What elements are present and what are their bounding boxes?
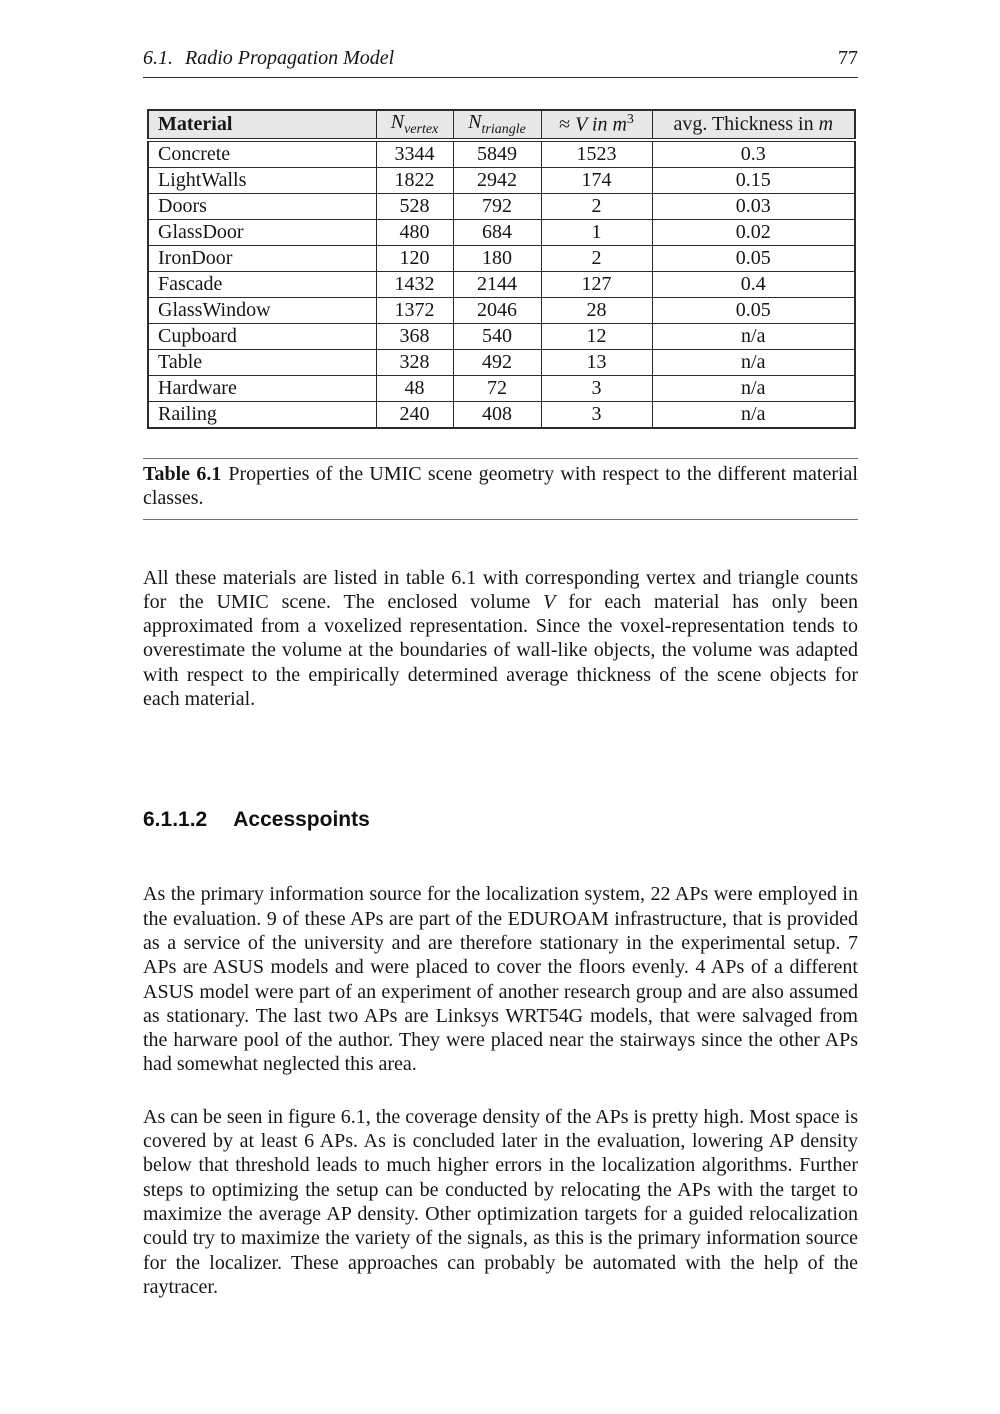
table-row xyxy=(148,168,855,194)
running-head-chapter-title: Radio Propagation Model xyxy=(185,47,395,69)
volume-cell: 13 xyxy=(541,350,652,376)
table-row xyxy=(148,272,855,298)
table-row xyxy=(148,324,855,350)
volume-cell: 3 xyxy=(541,402,652,429)
nvertex-cell: 480 xyxy=(376,220,453,246)
table-row xyxy=(148,220,855,246)
table-row xyxy=(148,246,855,272)
subsection-heading xyxy=(143,807,858,832)
paragraph-materials xyxy=(143,566,858,712)
materials-table xyxy=(147,109,856,429)
paragraph-text: for each material has only been approximated from a voxelized representation. Since the voxel-representation tends to overestimate the volume at the boundaries of wall-like objects, the volume was adapted with respect to the empirically determined average thickness of the scene objects for each material. xyxy=(143,590,858,711)
volume-cell: 3 xyxy=(541,376,652,402)
material-cell: GlassWindow xyxy=(148,298,376,324)
table-row xyxy=(148,350,855,376)
volume-cell: 28 xyxy=(541,298,652,324)
thickness-cell: 0.05 xyxy=(652,246,855,272)
table-row xyxy=(148,376,855,402)
nvertex-cell: 328 xyxy=(376,350,453,376)
material-cell: LightWalls xyxy=(148,168,376,194)
table-row xyxy=(148,140,855,168)
running-head xyxy=(143,46,858,78)
thickness-cell: n/a xyxy=(652,324,855,350)
page-content xyxy=(143,46,858,1299)
nvertex-cell: 48 xyxy=(376,376,453,402)
material-cell: Fascade xyxy=(148,272,376,298)
running-head-section-number: 6.1. xyxy=(143,47,173,69)
ntriangle-cell: 5849 xyxy=(453,140,541,168)
thickness-cell: 0.15 xyxy=(652,168,855,194)
thickness-cell: 0.03 xyxy=(652,194,855,220)
volume-cell: 12 xyxy=(541,324,652,350)
material-cell: GlassDoor xyxy=(148,220,376,246)
nvertex-cell: 528 xyxy=(376,194,453,220)
thickness-cell: n/a xyxy=(652,376,855,402)
col-header-material: Material xyxy=(148,110,376,140)
table-row xyxy=(148,194,855,220)
nvertex-cell: 120 xyxy=(376,246,453,272)
col-header-volume: ≈ V in $m^3$ xyxy=(541,110,652,140)
page-number: 77 xyxy=(838,47,858,69)
volume-cell: 1 xyxy=(541,220,652,246)
subsection-number: 6.1.1.2 xyxy=(143,808,208,832)
table-caption-label: Table 6.1 xyxy=(143,463,222,485)
thickness-cell: n/a xyxy=(652,350,855,376)
volume-cell: 1523 xyxy=(541,140,652,168)
paragraph-coverage: As can be seen in figure 6.1, the coverage density of the APs is pretty high. Most space is covered by at least 6 APs. As is concluded later in the evaluation, lowering AP density below that threshold leads to much higher errors in the localization algorithms. Further steps to optimizing the setup can be conducted by relocating the APs with the target to maximize the average AP density. Other optimization targets for a guided relocalization could try to maximize the variety of the signals, as this is the primary information source for the localizer. These approaches can probably be automated with the help of the raytracer. xyxy=(143,1105,858,1298)
material-cell: Doors xyxy=(148,194,376,220)
running-head-title xyxy=(143,46,394,70)
nvertex-cell: 368 xyxy=(376,324,453,350)
thickness-cell: 0.4 xyxy=(652,272,855,298)
volume-cell: 2 xyxy=(541,246,652,272)
ntriangle-cell: 684 xyxy=(453,220,541,246)
ntriangle-cell: 408 xyxy=(453,402,541,429)
ntriangle-cell: 180 xyxy=(453,246,541,272)
col-header-nvertex: $N_{vertex}$ xyxy=(376,110,453,140)
material-cell: Concrete xyxy=(148,140,376,168)
thickness-cell: 0.05 xyxy=(652,298,855,324)
material-cell: Railing xyxy=(148,402,376,429)
ntriangle-cell: 540 xyxy=(453,324,541,350)
ntriangle-cell: 792 xyxy=(453,194,541,220)
ntriangle-cell: 2144 xyxy=(453,272,541,298)
col-header-ntriangle: $N_{triangle}$ xyxy=(453,110,541,140)
nvertex-cell: 1432 xyxy=(376,272,453,298)
material-cell: Hardware xyxy=(148,376,376,402)
table-caption-text: Properties of the UMIC scene geometry with respect to the different material classes. xyxy=(143,463,858,510)
thickness-cell: 0.3 xyxy=(652,140,855,168)
subsection-title: Accesspoints xyxy=(233,808,370,832)
volume-cell: 174 xyxy=(541,168,652,194)
thickness-cell: n/a xyxy=(652,402,855,429)
ntriangle-cell: 2046 xyxy=(453,298,541,324)
volume-cell: 127 xyxy=(541,272,652,298)
ntriangle-cell: 2942 xyxy=(453,168,541,194)
math-variable-v: V xyxy=(543,590,556,613)
volume-cell: 2 xyxy=(541,194,652,220)
nvertex-cell: 1822 xyxy=(376,168,453,194)
material-cell: Cupboard xyxy=(148,324,376,350)
nvertex-cell: 240 xyxy=(376,402,453,429)
ntriangle-cell: 72 xyxy=(453,376,541,402)
table-header-row xyxy=(148,110,855,140)
table-row xyxy=(148,298,855,324)
ntriangle-cell: 492 xyxy=(453,350,541,376)
nvertex-cell: 3344 xyxy=(376,140,453,168)
material-cell: Table xyxy=(148,350,376,376)
col-header-thickness: avg. Thickness in m xyxy=(652,110,855,140)
paragraph-text: All these materials are listed in table 6.1 with corresponding vertex and triangle counts for the UMIC scene. The enclosed volume xyxy=(143,566,858,613)
table-row xyxy=(148,402,855,429)
material-cell: IronDoor xyxy=(148,246,376,272)
paragraph-accesspoints: As the primary information source for the localization system, 22 APs were employed in the evaluation. 9 of these APs are part of the EDUROAM infrastructure, that is provided as a service of the university and are therefore stationary in the experimental setup. 7 APs are ASUS models and were placed to cover the floors evenly. 4 APs of a different ASUS model were part of an experiment of another research group and are also assumed as stationary. The last two APs are Linksys WRT54G models, that were salvaged from the harware pool of the author. They were placed near the stairways since the other APs had somewhat neglected this area. xyxy=(143,883,858,1076)
table-caption xyxy=(143,458,858,520)
thickness-cell: 0.02 xyxy=(652,220,855,246)
nvertex-cell: 1372 xyxy=(376,298,453,324)
